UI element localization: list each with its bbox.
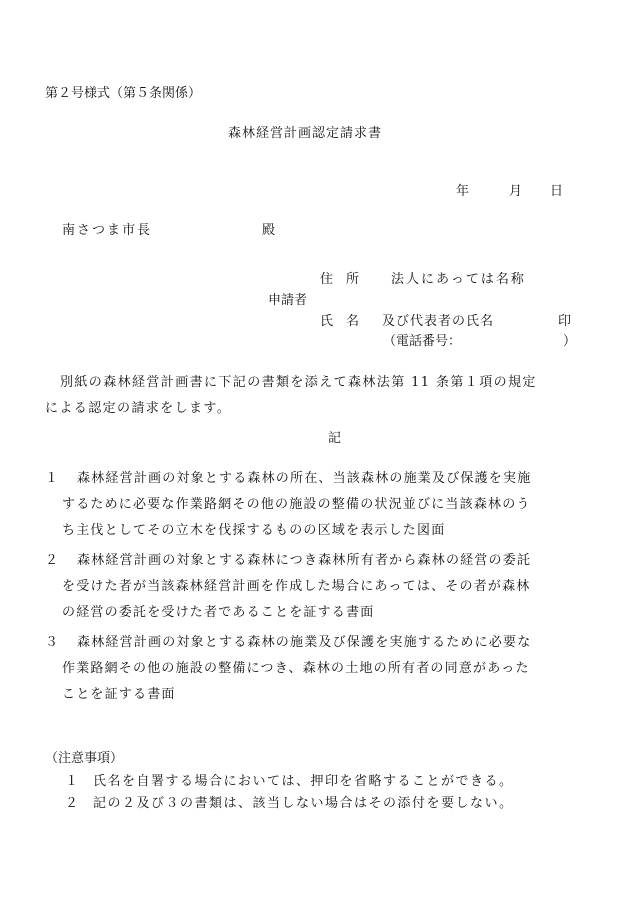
body-line-2: による認定の請求をします。 — [45, 401, 232, 416]
note-1-number: １ — [65, 774, 79, 789]
item-3-line-2: 作業路網その他の施設の整備につき、森林の土地の所有者の同意があった — [62, 661, 530, 676]
date-day-label: 日 — [550, 184, 564, 199]
phone-close: ） — [563, 334, 577, 349]
phone-label: （電話番号： — [383, 334, 462, 349]
item-1-line-2: するために必要な作業路網その他の施設の整備の状況並びに当該森林のう — [62, 497, 531, 512]
item-3-number: ３ — [45, 635, 59, 650]
item-3-line-1: 森林経営計画の対象とする森林の施業及び保護を実施するために必要な — [77, 635, 532, 650]
representative-note: 及び代表者の氏名 — [382, 314, 495, 329]
date-month-label: 月 — [509, 184, 523, 199]
date-year-label: 年 — [456, 184, 470, 199]
item-1-line-1: 森林経営計画の対象とする森林の所在、当該森林の施業及び保護を実施 — [77, 471, 532, 486]
item-1-line-3: ち主伐としてその立木を伐採するものの区域を表示した図面 — [62, 523, 446, 538]
note-2-number: ２ — [65, 796, 79, 811]
applicant-label: 申請者 — [268, 293, 308, 308]
document-title: 森林経営計画認定請求書 — [228, 126, 383, 141]
item-2-line-3: の経営の委託を受けた者であることを証する書面 — [62, 605, 375, 620]
item-2-number: ２ — [45, 553, 59, 568]
addressee-honorific: 殿 — [262, 223, 276, 238]
item-1-number: １ — [45, 471, 59, 486]
body-line-1: 別紙の森林経営計画書に下記の書類を添えて森林法第 11 条第１項の規定 — [60, 375, 537, 390]
item-2-line-2: を受けた者が当該森林経営計画を作成した場合にあっては、その者が森林 — [62, 579, 531, 594]
item-3-text — [62, 630, 531, 708]
body-paragraph — [45, 370, 537, 422]
seal-mark: 印 — [558, 314, 572, 329]
item-2-text — [62, 548, 531, 626]
corporate-note: 法人にあっては名称 — [391, 272, 526, 287]
addressee-name: 南さつま市長 — [62, 223, 153, 238]
item-3-line-3: ことを証する書面 — [62, 687, 176, 702]
item-1-text — [62, 466, 531, 544]
form-number: 第２号様式（第５条関係） — [45, 86, 202, 101]
note-1-text: 氏名を自署する場合においては、押印を省略することができる。 — [93, 774, 514, 789]
name-label: 氏 名 — [320, 314, 360, 329]
item-2-line-1: 森林経営計画の対象とする森林につき森林所有者から森林の経営の委託 — [77, 553, 532, 568]
notes-heading: （注意事項） — [45, 751, 124, 766]
address-label: 住 所 — [320, 272, 360, 287]
ki-heading: 記 — [328, 431, 342, 446]
note-2-text: 記の２及び３の書類は、該当しない場合はその添付を要しない。 — [93, 796, 514, 811]
